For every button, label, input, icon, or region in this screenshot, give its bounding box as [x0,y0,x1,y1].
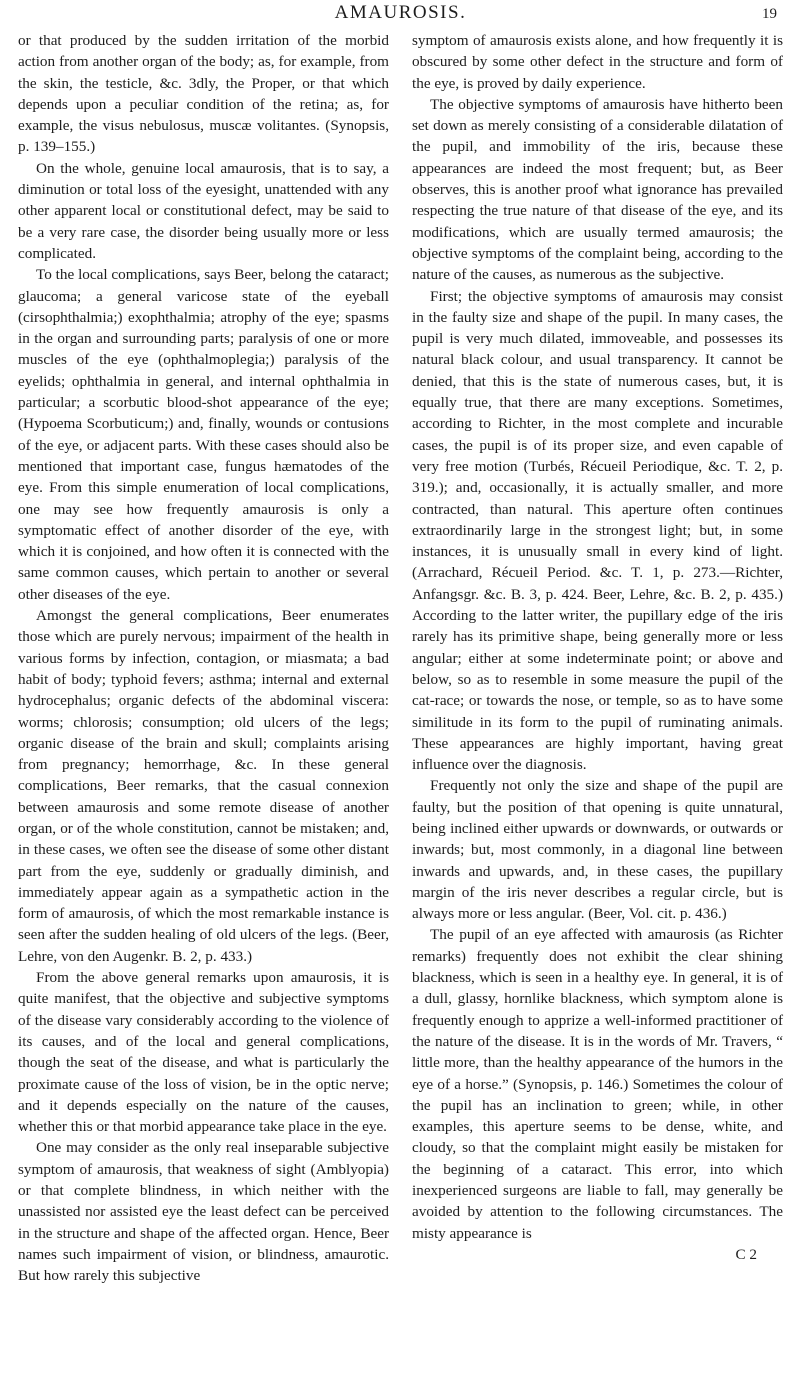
paragraph: Amongst the general complications, Beer enumerates those which are purely nervous; impairment of the health in various forms by infection, contagion, or miasmata; a bad habit of body; typhoid fevers; asthma; internal and external hydrocephalus; organic defects of the abdominal viscera: worms; chlorosis; consumption; old ulcers of the legs; organic disease of the brain and skull; complaints arising from pregnancy; hemorrhage, &c. In these general complications, Beer remarks, that the casual connexion between amaurosis and some remote disease of another organ, or of the whole constitution, cannot be mistaken; and, in these cases, we often see the disease of some other distant part from the eye, suddenly or gradually diminish, and immediately appear again as a sympathetic action in the form of amaurosis, of which the most remarkable instance is seen after the sudden healing of old ulcers of the legs. (Beer, Lehre, von den Augenkr. B. 2, p. 433.) [18,607,389,965]
paragraph: One may consider as the only real inseparable subjective symptom of amaurosis, that weakness of sight (Amblyopia) or that complete blindness, in which neither with the unassisted nor assisted eye the least defect can be perceived in the structure and shape of the affected organ. Hence, Beer names such impairment of vision, or blindness, amaurotic. But how rarely this subjective [18,1139,389,1285]
paragraph: symptom of amaurosis exists alone, and how frequently it is obscured by some other defect in the structure and form of the eye, is proved by daily experience. [412,32,783,92]
page-number: 19 [762,6,777,22]
signature-mark: C 2 [735,1245,757,1263]
left-column [18,30,389,1287]
running-title: AMAUROSIS. [334,2,467,23]
paragraph: First; the objective symptoms of amaurosis may consist in the faulty size and shape of the pupil. In many cases, the pupil is very much dilated, immoveable, and possesses its natural black colour, and usual transparency. It cannot be denied, that this is the state of numerous cases, but, it is equally true, that there are many exceptions. Sometimes, according to Richter, in the most complete and incurable cases, the pupil is of its proper size, and even capable of very free motion (Turbés, Récueil Periodique, &c. T. 2, p. 319.); and, occasionally, it is actually smaller, and more contracted, than natural. This aperture often continues extraordinarily large in the strongest light; but, in some instances, it is unusually small in every kind of light. (Arrachard, Récueil Period. &c. T. 1, p. 273.—Richter, Anfangsgr. &c. B. 3, p. 424. Beer, Lehre, &c. B. 2, p. 435.) According to the latter writer, the pupillary edge of the iris rarely has its primitive shape, being generally more or less angular; either at some indeterminate point; or above and below, so as to resemble in some measure the pupil of the cat-race; or towards the nose, or temple, so as to have some similitude in its form to the pupil of ruminating animals. These appearances are highly important, having great influence over the diagnosis. [412,287,783,774]
paragraph: The pupil of an eye affected with amaurosis (as Richter remarks) frequently does not exhibit the clear shining blackness, which is seen in a healthy eye. In general, it is of a dull, glassy, hornlike blackness, which symptom alone is frequently enough to apprize a well-informed practitioner of the nature of the disease. It is in the words of Mr. Travers, “ little more, than the healthy appearance of the humors in the eye of a horse.” (Synopsis, p. 146.) Sometimes the colour of the pupil has an inclination to green; while, in other examples, this aperture seems to be dense, white, and cloudy, so that the complaint might easily be mistaken for the beginning of a cataract. This error, into which inexperienced surgeons are liable to fall, may generally be avoided by attention to the following circumstances. The misty appearance is [412,926,783,1242]
paragraph: From the above general remarks upon amaurosis, it is quite manifest, that the objective and subjective symptoms of the disease vary considerably according to the violence of its causes, and of the local and general complications, though the seat of the disease, and what is particularly the proximate cause of the loss of vision, be in the optic nerve; and it depends especially on the nature of the causes, whether this or that morbid appearance take place in the eye. [18,969,389,1136]
paragraph: Frequently not only the size and shape of the pupil are faulty, but the position of that opening is quite unnatural, being inclined either upwards or downwards, or outwards or inwards; but, most commonly, in a diagonal line between inwards and upwards, and, in these cases, the pupillary margin of the iris never describes a regular circle, but is always more or less angular. (Beer, Vol. cit. p. 436.) [412,777,783,923]
right-column [412,30,783,1265]
paragraph: or that produced by the sudden irritation of the morbid action from another organ of the body; as, for example, from the skin, the testicle, &c. 3dly, the Proper, or that which depends upon a peculiar condition of the retina; as, for example, the visus nebulosus, muscæ volitantes. (Synopsis, p. 139–155.) [18,32,389,156]
paragraph: The objective symptoms of amaurosis have hitherto been set down as merely consisting of a considerable dilatation of the pupil, and immobility of the iris, because these appearances are indeed the most frequent; but, as Beer observes, this is another proof what ignorance has prevailed respecting the true nature of that disease of the eye, and its modifications, which are usually termed amaurosis; the objective symptoms of the complaint being, according to the nature of the causes, as numerous as the subjective. [412,95,783,284]
paragraph: To the local complications, says Beer, belong the cataract; glaucoma; a general varicose state of the eyeball (cirsophthalmia;) exophthalmia; atrophy of the eye; spasms in the organ and surrounding parts; paralysis of one or more muscles of the eye (ophthalmoplegia;) paralysis of the eyelids; ophthalmia in general, and internal ophthalmia in particular; a scorbutic blood-shot appearance of the eye; (Hypoema Scorbuticum;) and, finally, wounds or contusions of the eye, or adjacent parts. With these cases should also be mentioned that important case, fungus hæmatodes of the eye. From this simple enumeration of local complications, one may see how frequently amaurosis is only a symptomatic effect of another disorder of the eye, with which it is conjoined, and how often it is connected with the same common causes, which pertain to another or several other diseases of the eye. [18,266,389,603]
paragraph: On the whole, genuine local amaurosis, that is to say, a diminution or total loss of the eyesight, unattended with any other apparent local or constitutional defect, may be said to be a very rare case, the disorder being usually more or less complicated. [18,159,389,262]
